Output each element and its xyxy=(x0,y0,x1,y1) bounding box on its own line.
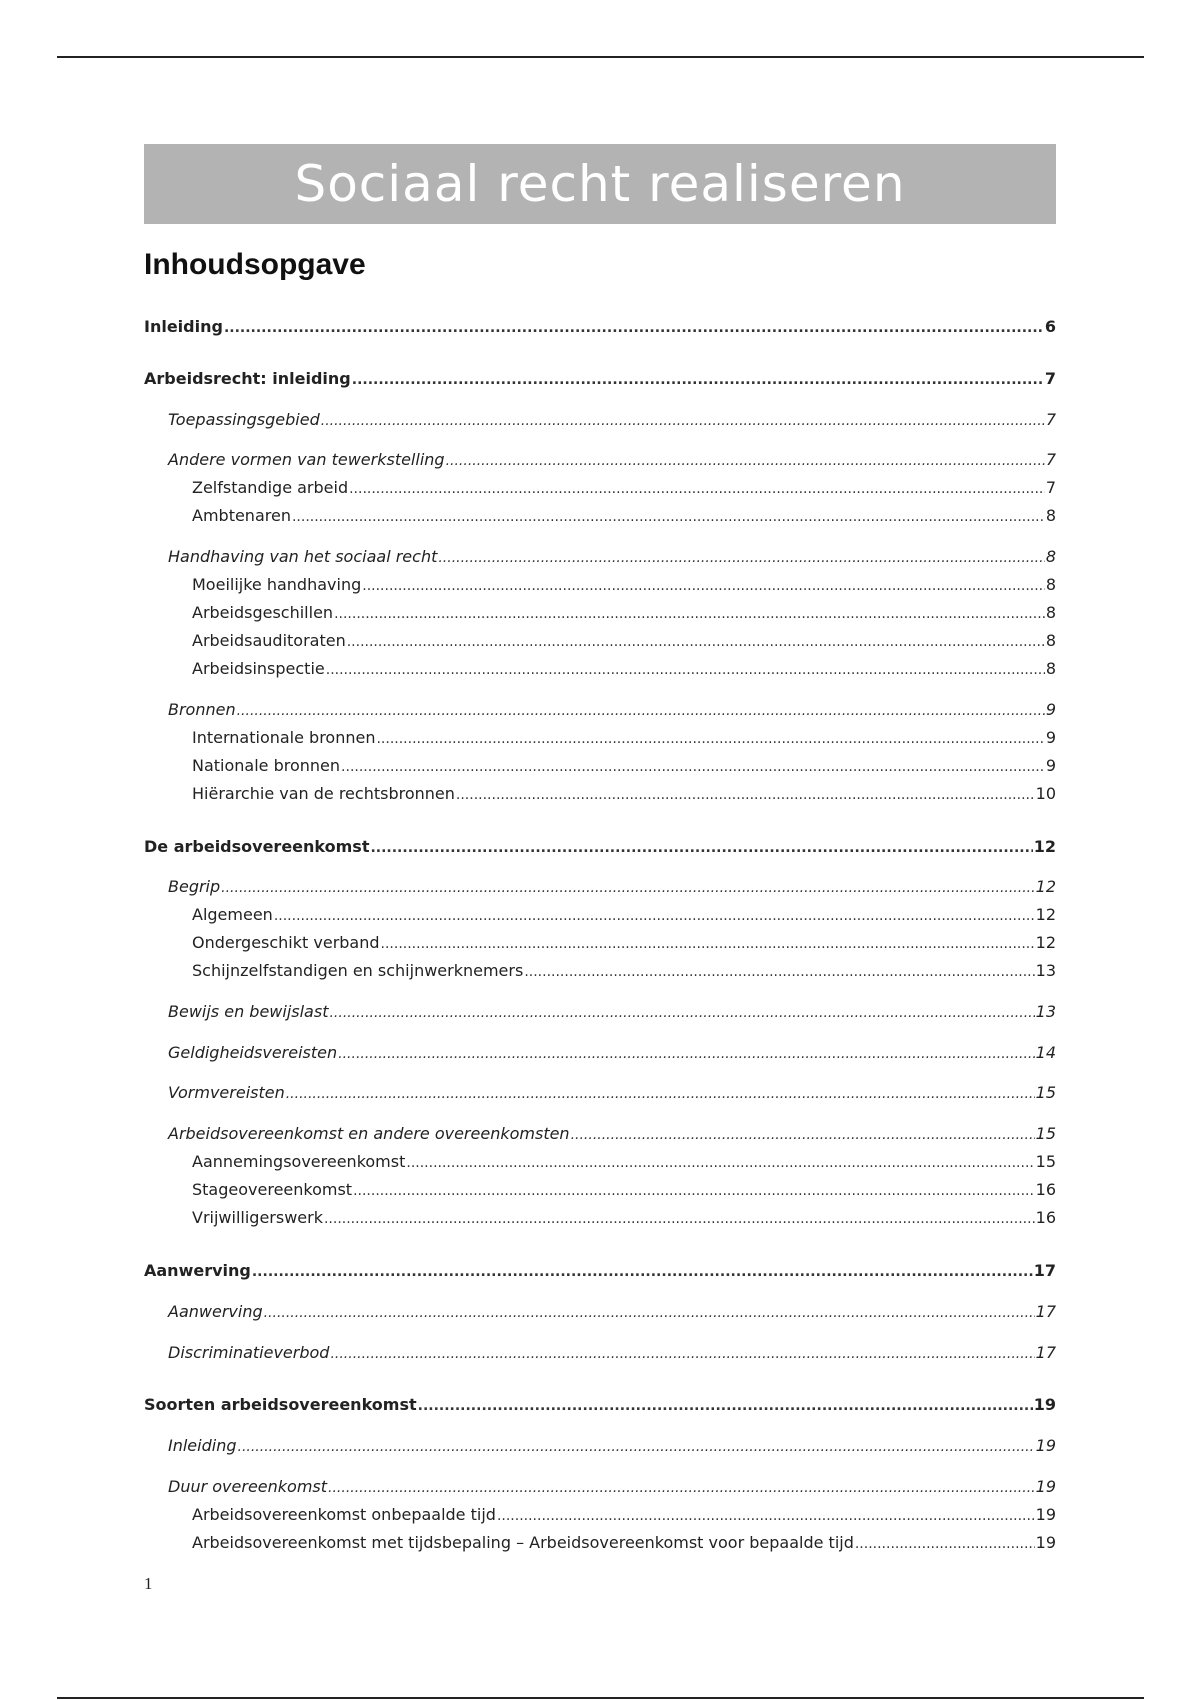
toc-entry-label: Geldigheidsvereisten xyxy=(168,1043,338,1062)
toc-entry-label: Arbeidsovereenkomst onbepaalde tijd xyxy=(192,1505,496,1524)
toc-entry-vormvereisten[interactable] xyxy=(144,1081,1056,1105)
toc-entry-moeilijke-handhaving[interactable] xyxy=(144,573,1056,597)
toc-entry-page: 8 xyxy=(1045,631,1056,650)
toc-entry-ondergeschikt-verband[interactable] xyxy=(144,931,1056,955)
toc-entry-page: 7 xyxy=(1045,410,1056,429)
toc-entry-vrijwilligerswerk[interactable] xyxy=(144,1206,1056,1230)
dot-leader xyxy=(274,904,1035,928)
toc-entry-page: 17 xyxy=(1033,1261,1056,1280)
toc-entry-inleiding[interactable] xyxy=(144,315,1056,339)
toc-entry-arbeidsrecht-inleiding[interactable] xyxy=(144,367,1056,391)
toc-entry-andere-overeenkomsten[interactable] xyxy=(144,1122,1056,1146)
dot-leader xyxy=(329,1001,1034,1025)
dot-leader xyxy=(349,477,1045,501)
toc-entry-arbeidsauditoraten[interactable] xyxy=(144,629,1056,653)
dot-leader xyxy=(347,630,1045,654)
toc-entry-label: Arbeidsinspectie xyxy=(192,659,325,678)
toc-entry-label: Andere vormen van tewerkstelling xyxy=(168,450,445,469)
toc-entry-page: 9 xyxy=(1045,728,1056,747)
dot-leader xyxy=(238,1435,1035,1459)
toc-entry-label: Inleiding xyxy=(144,317,223,336)
toc-entry-label: Arbeidsovereenkomst en andere overeenkomsten xyxy=(168,1124,570,1143)
dot-leader xyxy=(524,960,1034,984)
toc-entry-page: 9 xyxy=(1045,700,1056,719)
toc-entry-nationale-bronnen[interactable] xyxy=(144,754,1056,778)
toc-entry-page: 7 xyxy=(1045,450,1056,469)
toc-entry-page: 12 xyxy=(1035,905,1056,924)
toc-entry-label: Aannemingsovereenkomst xyxy=(192,1152,406,1171)
toc-entry-page: 6 xyxy=(1044,317,1056,336)
toc-entry-duur-overeenkomst[interactable] xyxy=(144,1475,1056,1499)
toc-entry-label: Arbeidsauditoraten xyxy=(192,631,346,650)
toc-entry-arbeidsinspectie[interactable] xyxy=(144,657,1056,681)
toc-entry-label: Vormvereisten xyxy=(168,1083,285,1102)
dot-leader xyxy=(326,658,1045,682)
dot-leader xyxy=(338,1042,1035,1066)
toc-entry-geldigheidsvereisten[interactable] xyxy=(144,1041,1056,1065)
toc-entry-arbeidsgeschillen[interactable] xyxy=(144,601,1056,625)
toc-entry-algemeen[interactable] xyxy=(144,903,1056,927)
toc-entry-stageovereenkomst[interactable] xyxy=(144,1178,1056,1202)
dot-leader xyxy=(370,836,1032,860)
toc-entry-andere-vormen[interactable] xyxy=(144,448,1056,472)
header-rule xyxy=(57,56,1144,58)
toc-entry-zelfstandige-arbeid[interactable] xyxy=(144,476,1056,500)
toc-entry-aanwerving-section[interactable] xyxy=(144,1300,1056,1324)
dot-leader xyxy=(362,574,1045,598)
dot-leader xyxy=(381,932,1035,956)
toc-entry-page: 8 xyxy=(1045,547,1056,566)
toc-entry-label: Internationale bronnen xyxy=(192,728,376,747)
dot-leader xyxy=(252,1260,1033,1284)
toc-entry-label: Aanwerving xyxy=(168,1302,263,1321)
dot-leader xyxy=(438,546,1044,570)
toc-entry-label: Soorten arbeidsovereenkomst xyxy=(144,1395,417,1414)
toc-entry-toepassingsgebied[interactable] xyxy=(144,408,1056,432)
dot-leader xyxy=(446,449,1045,473)
document-title: Sociaal recht realiseren xyxy=(144,144,1056,224)
toc-entry-page: 15 xyxy=(1035,1124,1056,1143)
toc-entry-label: Algemeen xyxy=(192,905,273,924)
toc-entry-label: Moeilijke handhaving xyxy=(192,575,362,594)
toc-entry-label: Arbeidsovereenkomst met tijdsbepaling – Arbeidsovereenkomst voor bepaalde tijd xyxy=(192,1533,854,1552)
toc-entry-label: Ondergeschikt verband xyxy=(192,933,380,952)
toc-entry-page: 12 xyxy=(1033,837,1056,856)
dot-leader xyxy=(418,1394,1033,1418)
toc-entry-label: Handhaving van het sociaal recht xyxy=(168,547,438,566)
dot-leader xyxy=(334,602,1045,626)
toc-entry-hierarchie[interactable] xyxy=(144,782,1056,806)
toc-entry-page: 17 xyxy=(1035,1343,1056,1362)
dot-leader xyxy=(264,1301,1035,1325)
dot-leader xyxy=(406,1151,1034,1175)
toc-heading: Inhoudsopgave xyxy=(144,248,366,281)
toc-entry-label: Hiërarchie van de rechtsbronnen xyxy=(192,784,455,803)
toc-entry-page: 8 xyxy=(1045,603,1056,622)
toc-entry-schijnzelfstandigen[interactable] xyxy=(144,959,1056,983)
toc-entry-label: Schijnzelfstandigen en schijnwerknemers xyxy=(192,961,524,980)
toc-entry-page: 8 xyxy=(1045,506,1056,525)
toc-entry-discriminatieverbod[interactable] xyxy=(144,1341,1056,1365)
toc-entry-page: 8 xyxy=(1045,575,1056,594)
toc-entry-page: 10 xyxy=(1035,784,1056,803)
toc-entry-page: 12 xyxy=(1035,877,1056,896)
toc-entry-page: 15 xyxy=(1035,1152,1056,1171)
dot-leader xyxy=(376,727,1044,751)
toc-entry-ambtenaren[interactable] xyxy=(144,504,1056,528)
toc-entry-label: Ambtenaren xyxy=(192,506,291,525)
dot-leader xyxy=(237,699,1045,723)
toc-entry-page: 19 xyxy=(1035,1477,1056,1496)
dot-leader xyxy=(855,1532,1035,1556)
toc-entry-inleiding-section[interactable] xyxy=(144,1434,1056,1458)
toc-entry-page: 8 xyxy=(1045,659,1056,678)
toc-entry-label: Discriminatieverbod xyxy=(168,1343,330,1362)
toc-entry-page: 7 xyxy=(1045,478,1056,497)
dot-leader xyxy=(224,316,1044,340)
toc-entry-label: De arbeidsovereenkomst xyxy=(144,837,370,856)
toc-entry-page: 19 xyxy=(1033,1395,1056,1414)
toc-entry-bronnen[interactable] xyxy=(144,698,1056,722)
dot-leader xyxy=(352,368,1044,392)
toc-entry-de-arbeidsovereenkomst[interactable] xyxy=(144,835,1056,859)
dot-leader xyxy=(286,1082,1035,1106)
toc-entry-page: 12 xyxy=(1035,933,1056,952)
toc-entry-label: Inleiding xyxy=(168,1436,237,1455)
dot-leader xyxy=(221,876,1034,900)
toc-entry-page: 7 xyxy=(1044,369,1056,388)
toc-entry-label: Vrijwilligerswerk xyxy=(192,1208,323,1227)
toc-entry-page: 15 xyxy=(1035,1083,1056,1102)
toc-entry-label: Bronnen xyxy=(168,700,236,719)
toc-entry-label: Arbeidsgeschillen xyxy=(192,603,334,622)
toc-entry-label: Nationale bronnen xyxy=(192,756,341,775)
toc-entry-label: Bewijs en bewijslast xyxy=(168,1002,329,1021)
dot-leader xyxy=(328,1476,1035,1500)
dot-leader xyxy=(321,409,1045,433)
toc-entry-page: 17 xyxy=(1035,1302,1056,1321)
toc-entry-page: 16 xyxy=(1035,1208,1056,1227)
toc-entry-begrip[interactable] xyxy=(144,875,1056,899)
toc-entry-page: 19 xyxy=(1035,1505,1056,1524)
dot-leader xyxy=(353,1179,1035,1203)
dot-leader xyxy=(324,1207,1035,1231)
toc-entry-label: Aanwerving xyxy=(144,1261,251,1280)
toc-entry-page: 16 xyxy=(1035,1180,1056,1199)
toc-entry-internationale-bronnen[interactable] xyxy=(144,726,1056,750)
toc-entry-page: 9 xyxy=(1045,756,1056,775)
toc-entry-tijdsbepaling[interactable] xyxy=(144,1531,1056,1555)
toc-entry-label: Arbeidsrecht: inleiding xyxy=(144,369,351,388)
toc-entry-aanwerving-chapter[interactable] xyxy=(144,1259,1056,1283)
toc-entry-label: Toepassingsgebied xyxy=(168,410,320,429)
toc-entry-page: 13 xyxy=(1035,1002,1056,1021)
toc-entry-handhaving[interactable] xyxy=(144,545,1056,569)
toc-entry-page: 19 xyxy=(1035,1436,1056,1455)
toc-entry-soorten-arbeidsovereenkomst[interactable] xyxy=(144,1393,1056,1417)
toc-entry-onbepaalde-tijd[interactable] xyxy=(144,1503,1056,1527)
dot-leader xyxy=(341,755,1045,779)
dot-leader xyxy=(497,1504,1035,1528)
toc-entry-page: 14 xyxy=(1035,1043,1056,1062)
toc-entry-aannemingsovereenkomst[interactable] xyxy=(144,1150,1056,1174)
footer-rule xyxy=(57,1697,1144,1699)
toc-entry-label: Begrip xyxy=(168,877,221,896)
dot-leader xyxy=(571,1123,1035,1147)
toc-entry-bewijs-en-bewijslast[interactable] xyxy=(144,1000,1056,1024)
dot-leader xyxy=(330,1342,1034,1366)
toc-entry-label: Duur overeenkomst xyxy=(168,1477,328,1496)
toc-entry-page: 13 xyxy=(1035,961,1056,980)
toc-entry-label: Zelfstandige arbeid xyxy=(192,478,349,497)
toc-entry-label: Stageovereenkomst xyxy=(192,1180,353,1199)
page-number: 1 xyxy=(144,1574,153,1593)
dot-leader xyxy=(456,783,1035,807)
toc-entry-page: 19 xyxy=(1035,1533,1056,1552)
dot-leader xyxy=(292,505,1045,529)
